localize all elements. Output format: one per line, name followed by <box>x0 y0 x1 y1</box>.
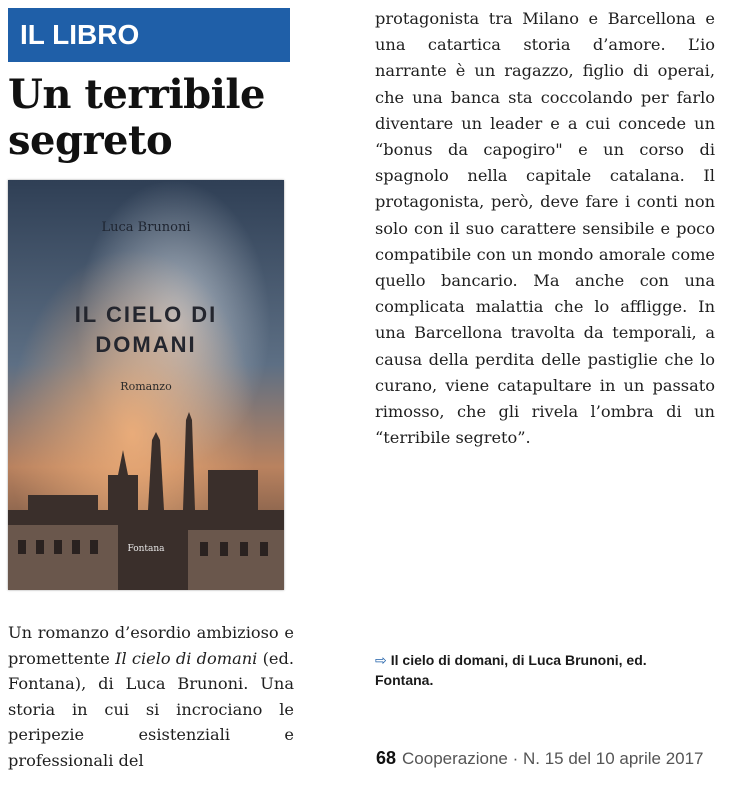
section-label: IL LIBRO <box>8 8 290 62</box>
book-reference-text: Il cielo di domani, di Luca Brunoni, ed. Fontana. <box>375 652 647 688</box>
cover-title-line-2: DOMANI <box>95 332 197 357</box>
book-title-italic: Il cielo di domani <box>115 648 258 668</box>
page-number: 68 <box>376 748 397 768</box>
article-column-left <box>8 620 294 774</box>
article-left-part-1: Un romanzo d’esordio ambizioso e promettente <box>8 623 294 668</box>
arrow-right-icon: ⇨ <box>375 652 387 668</box>
headline <box>8 72 308 164</box>
cover-author: Luca Brunoni <box>101 220 191 235</box>
book-reference <box>375 650 705 690</box>
headline-line-1: Un terribile <box>8 71 265 118</box>
book-cover <box>8 180 284 590</box>
cover-title-line-1: IL CIELO DI <box>74 302 218 327</box>
cover-subtitle: Romanzo <box>120 380 172 393</box>
publication-info: Cooperazione · N. 15 del 10 aprile 2017 <box>402 749 704 768</box>
cover-publisher: Fontana <box>127 544 165 554</box>
article-left-part-2: (ed. Fontana), di Luca Brunoni. Una storia in cui si incrociano le peripezie esistenziali e professionali del <box>8 648 294 770</box>
cover-title <box>8 300 284 360</box>
page-footer <box>376 748 726 769</box>
headline-line-2: segreto <box>8 117 173 164</box>
article-column-right: protagonista tra Milano e Barcellona e una catartica storia d’amore. L’io narrante è un ragazzo, figlio di operai, che una banca sta coccolando per farlo diventare un leader e a cui concede un “bonus da capogiro" e un corso di spagnolo nella capitale catalana. Il protagonista, però, deve fare i conti non solo con il suo carattere sensibile e poco compatibile con un mondo amorale come quello bancario. Ma anche con una complicata malattia che lo affligge. In una Barcellona travolta da temporali, a causa della perdita delle pastiglie che lo curano, viene catapultare in un passato rimosso, che gli rivela l’ombra di un “terribile segreto”. <box>375 9 715 448</box>
